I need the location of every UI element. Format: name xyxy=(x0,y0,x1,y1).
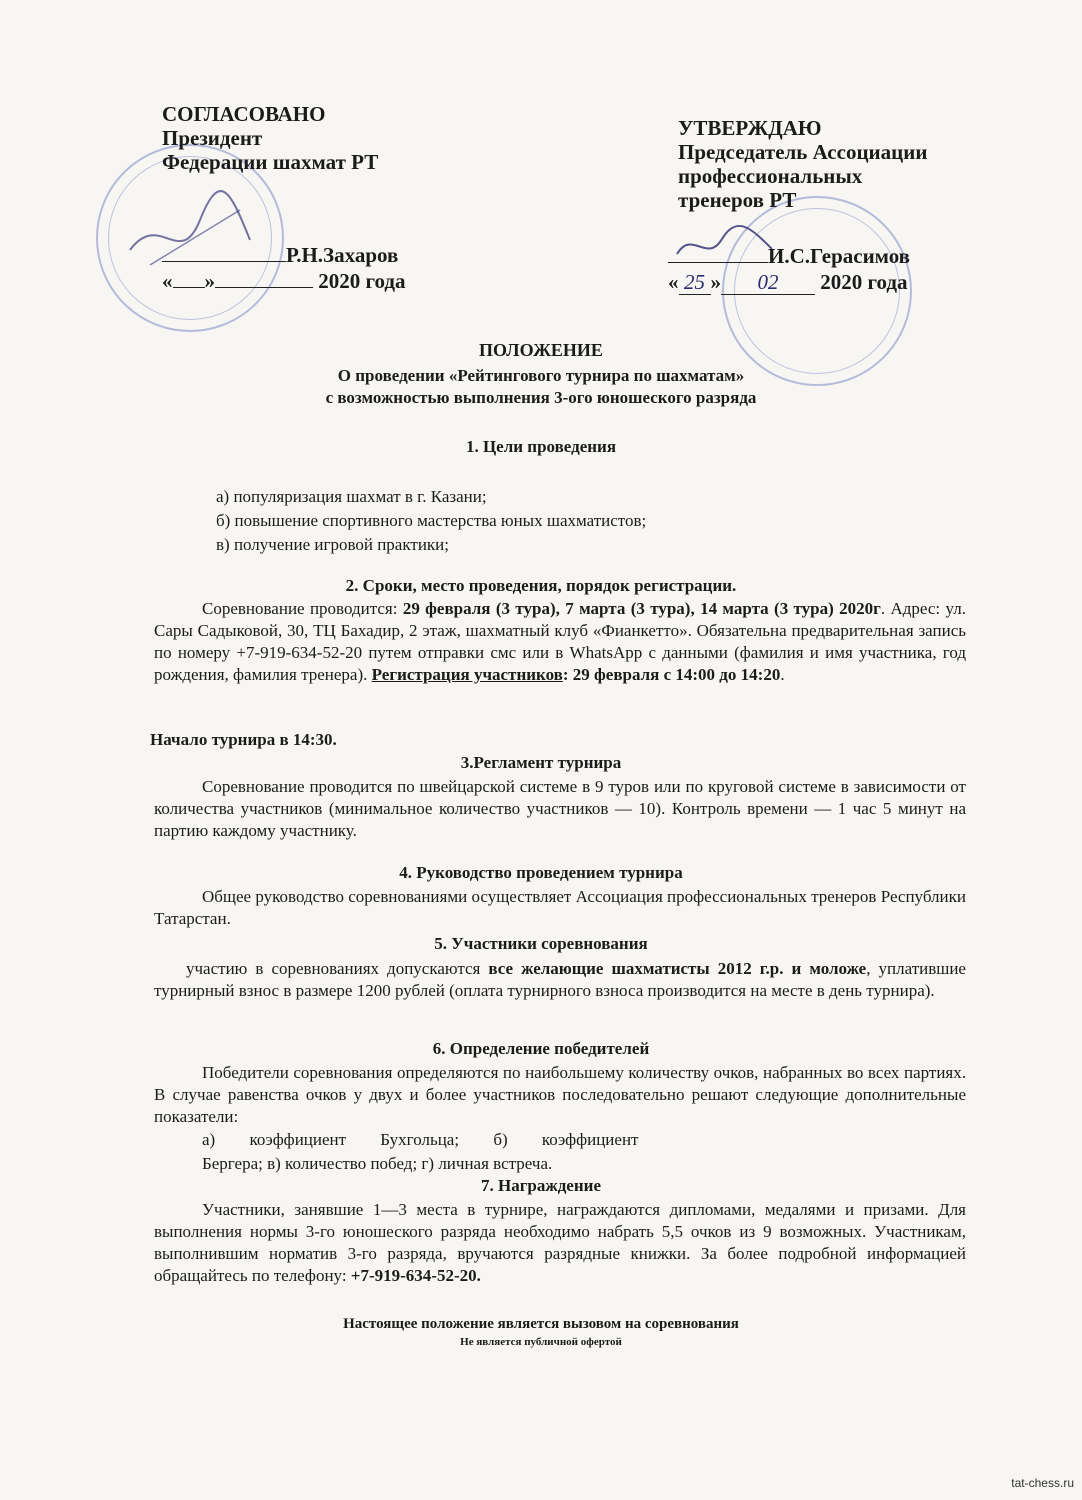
s3-title: 3.Регламент турнира xyxy=(460,753,622,772)
s1-item-c: в) получение игровой практики; xyxy=(216,535,449,554)
contact-phone: +7-919-634-52-20. xyxy=(350,1266,481,1285)
approval-left-year: 2020 года xyxy=(318,269,406,293)
s5-text: участию в соревнованиях допускаются все желающие шахматисты 2012 г.р. и моложе, уплатившие турнирный взнос в размере 1200 рублей (оплата турнирного взноса производится на месте в день турнира). xyxy=(154,959,966,1000)
approval-left-line2: Президент xyxy=(162,126,263,150)
s2-title: 2. Сроки, место проведения, порядок регистрации. xyxy=(345,576,737,595)
approval-right-year: 2020 года xyxy=(820,270,908,294)
s6-list-2: Бергера; в) количество побед; г) личная встреча. xyxy=(202,1154,553,1173)
approval-right xyxy=(678,116,927,212)
s2-start: Начало турнира в 14:30. xyxy=(150,730,337,749)
approval-right-date: « 25 » 02 2020 года xyxy=(668,270,908,294)
s1-item-a: а) популяризация шахмат в г. Казани; xyxy=(216,487,487,506)
approval-right-line4: тренеров РТ xyxy=(678,188,797,212)
s5-title: 5. Участники соревнования xyxy=(434,934,648,953)
s2-text: Соревнование проводится: 29 февраля (3 тура), 7 марта (3 тура), 14 марта (3 тура) 2020г. Адрес: ул. Сары Садыковой, 30, ТЦ Бахадир, 2 этаж, шахматный клуб «Фианкетто». Обязательна предварительная запись по номеру +7-919-634-52-20 путем отправки смс или в WhatsApp с данными (фамилия и имя участника, год рождения, фамилия тренера). Регистрация участников: 29 февраля с 14:00 до 14:20. xyxy=(154,599,966,684)
approval-right-month: 02 xyxy=(721,270,815,295)
approval-right-signer: И.С.Герасимов xyxy=(768,244,911,268)
watermark: tat-chess.ru xyxy=(1011,1476,1074,1490)
registration-label: Регистрация участников xyxy=(371,665,563,684)
approval-right-day: 25 xyxy=(679,270,711,295)
approval-left xyxy=(162,102,378,174)
s1-item-b: б) повышение спортивного мастерства юных шахматистов; xyxy=(216,511,647,530)
s6-text: Победители соревнования определяются по наибольшему количеству очков, набранных во всех партиях. В случае равенства очков у двух и более участников последовательно решают следующие дополнительные показатели: xyxy=(154,1063,966,1126)
doc-subtitle-2: с возможностью выполнения 3-ого юношеского разряда xyxy=(325,388,757,407)
s1-title: 1. Цели проведения xyxy=(465,437,617,456)
approval-left-signer-line xyxy=(162,243,398,267)
approval-left-signer: Р.Н.Захаров xyxy=(286,243,399,267)
s4-title: 4. Руководство проведением турнира xyxy=(399,863,683,882)
footer-line1: Настоящее положение является вызовом на соревнования xyxy=(343,1316,739,1332)
s1-list xyxy=(216,485,646,557)
approval-right-line3: профессиональных xyxy=(678,164,863,188)
s6-title: 6. Определение победителей xyxy=(432,1039,650,1058)
approval-right-line2: Председатель Ассоциации xyxy=(678,140,928,164)
doc-title: ПОЛОЖЕНИЕ xyxy=(479,340,603,360)
s7-text: Участники, занявшие 1—3 места в турнире, награждаются дипломами, медалями и призами. Для выполнения нормы 3-го юношеского разряда необходимо набрать 5,5 очков из 9 возможных. Участникам, выполнившим норматив 3-го разряда, вручаются разрядные книжки. За более подробной информацией обращайтесь по телефону: +7-919-634-52-20. xyxy=(154,1200,966,1285)
s6-list xyxy=(202,1128,638,1176)
s7-title: 7. Награждение xyxy=(480,1176,601,1195)
s4-text: Общее руководство соревнованиями осуществляет Ассоциация профессиональных тренеров Республики Татарстан. xyxy=(154,887,966,928)
approval-right-line1: УТВЕРЖДАЮ xyxy=(678,116,822,140)
doc-subtitle: О проведении «Рейтингового турнира по шахматам» xyxy=(337,366,745,385)
s3-text: Соревнование проводится по швейцарской системе в 9 туров или по круговой системе в зависимости от количества участников (минимальное количество участников — 10). Контроль времени — 1 час 5 минут на партию каждому участнику. xyxy=(154,777,966,840)
approval-left-line1: СОГЛАСОВАНО xyxy=(162,102,326,126)
approval-left-date: « » 2020 года xyxy=(162,269,406,293)
approval-right-signer-line xyxy=(668,244,910,268)
s6-list-1: а) коэффициент Бухгольца; б) коэффициент xyxy=(202,1130,639,1149)
footer-line2: Не является публичной офертой xyxy=(460,1336,622,1348)
approval-left-line3: Федерации шахмат РТ xyxy=(162,150,379,174)
